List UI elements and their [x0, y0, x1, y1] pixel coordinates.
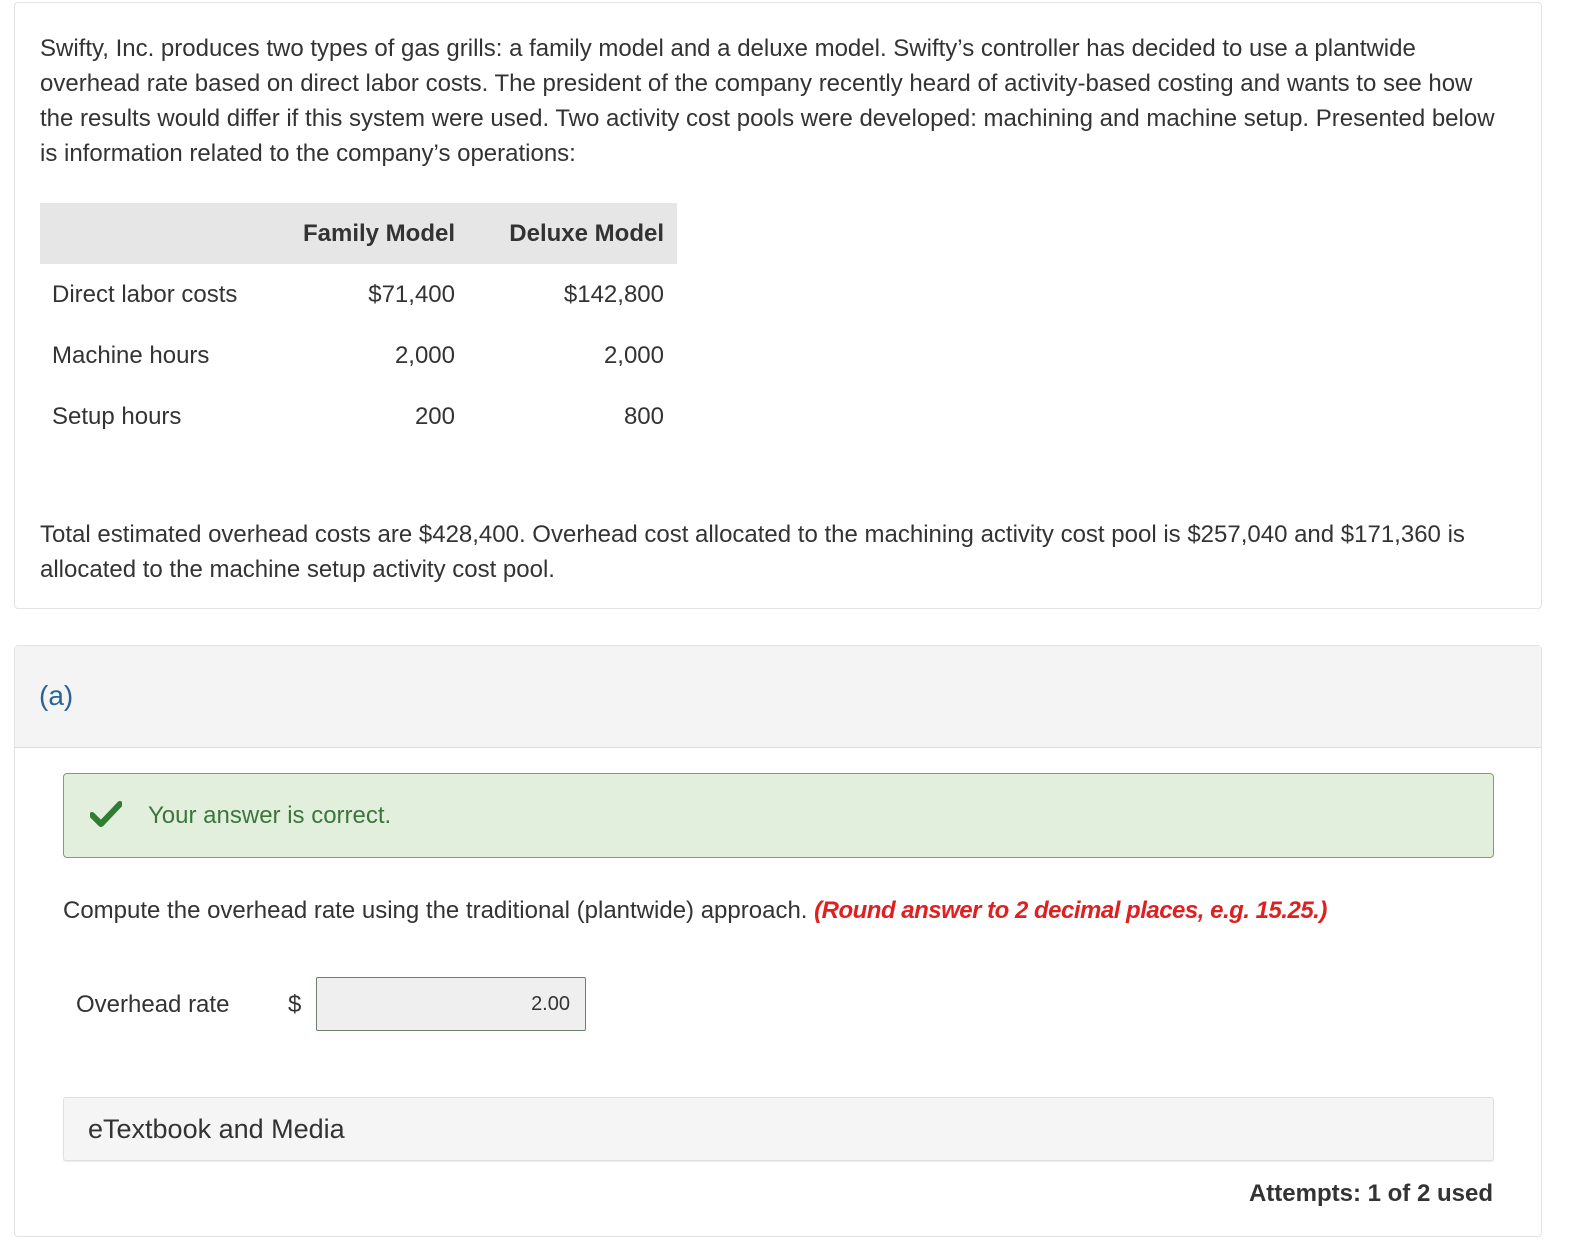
- question-text: [63, 894, 1327, 928]
- part-label: (a): [39, 680, 74, 711]
- overhead-summary: Total estimated overhead costs are $428,400. Overhead cost allocated to the machining activity cost pool is $257,040 and $171,360 is allocated to the machine setup activity cost pool.: [40, 521, 1465, 583]
- check-icon: [90, 800, 122, 828]
- family-value: $71,400: [368, 281, 455, 308]
- header-family-model: Family Model: [302, 220, 455, 247]
- operations-table: [40, 203, 677, 447]
- problem-intro: Swifty, Inc. produces two types of gas grills: a family model and a deluxe model. Swifty’s controller has decided to use a plantwide overhead rate based on direct labor costs. The president of the company recently heard of activity-based costing and wants to see how the results would differ if this system were used. Two activity cost pools were developed: machining and machine setup. Presented below is information related to the company’s operations:: [40, 35, 1495, 167]
- feedback-banner: [63, 773, 1494, 858]
- rounding-hint: (Round answer to 2 decimal places, e.g. 15.25.): [814, 897, 1327, 924]
- row-label: Machine hours: [52, 342, 210, 369]
- table-row: [40, 264, 677, 325]
- etextbook-media-panel[interactable]: [63, 1097, 1494, 1161]
- row-label: Direct labor costs: [52, 281, 238, 308]
- family-value: 200: [414, 403, 455, 430]
- overhead-rate-label: Overhead rate: [76, 991, 230, 1018]
- table-row: [40, 386, 677, 447]
- family-value: 2,000: [394, 342, 455, 369]
- header-deluxe-model: Deluxe Model: [509, 220, 664, 247]
- part-header: [15, 646, 1541, 748]
- part-a-card: [14, 645, 1542, 1237]
- question-prompt: Compute the overhead rate using the traditional (plantwide) approach.: [63, 897, 808, 924]
- table-row: [40, 325, 677, 386]
- problem-card: [14, 2, 1542, 609]
- deluxe-value: $142,800: [563, 281, 664, 308]
- row-label: Setup hours: [52, 403, 182, 430]
- attempts-counter: Attempts: 1 of 2 used: [1248, 1180, 1493, 1207]
- etextbook-media-label[interactable]: eTextbook and Media: [88, 1114, 345, 1144]
- overhead-rate-input[interactable]: 2.00: [316, 977, 586, 1031]
- table-header: [40, 203, 677, 264]
- currency-symbol: $: [288, 991, 302, 1018]
- deluxe-value: 800: [623, 403, 664, 430]
- deluxe-value: 2,000: [603, 342, 664, 369]
- feedback-text: Your answer is correct.: [148, 802, 392, 829]
